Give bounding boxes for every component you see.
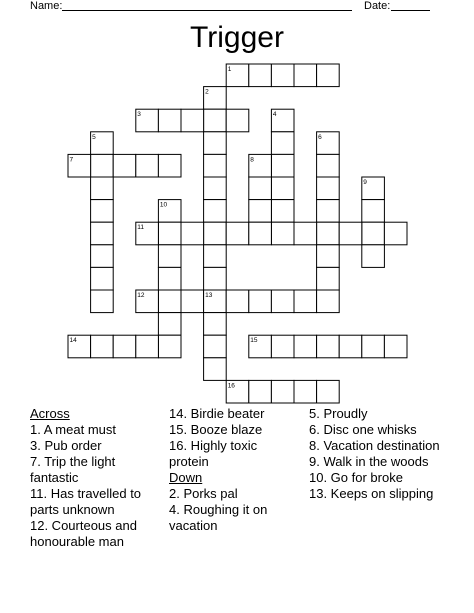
- grid-cell[interactable]: [271, 154, 294, 177]
- grid-cell[interactable]: [339, 222, 362, 245]
- grid-cell[interactable]: [158, 109, 181, 132]
- clue-item: 12. Courteous and honourable man: [30, 518, 137, 549]
- clue-item: 11. Has travelled to parts unknown: [30, 486, 142, 517]
- cell-number: 9: [363, 179, 367, 186]
- grid-cell[interactable]: [271, 132, 294, 155]
- grid-cell[interactable]: [317, 177, 340, 200]
- grid-cell[interactable]: [249, 222, 272, 245]
- grid-cell[interactable]: [204, 358, 227, 381]
- grid-cell[interactable]: [249, 380, 272, 403]
- grid-cell[interactable]: [204, 177, 227, 200]
- grid-cell[interactable]: [271, 200, 294, 223]
- clue-item: 15. Booze blaze: [169, 422, 263, 437]
- grid-cell[interactable]: [204, 200, 227, 223]
- clue-item: 10. Go for broke: [309, 470, 403, 485]
- grid-cell[interactable]: [317, 154, 340, 177]
- grid-cell[interactable]: [294, 64, 317, 87]
- grid-cell[interactable]: [158, 154, 181, 177]
- grid-cell[interactable]: [204, 245, 227, 268]
- clue-item: 4. Roughing it on vacation: [169, 502, 268, 533]
- grid-cell[interactable]: [204, 267, 227, 290]
- grid-cell[interactable]: [294, 222, 317, 245]
- clue-item: 5. Proudly: [309, 406, 368, 421]
- grid-cell[interactable]: [294, 335, 317, 358]
- clues-column-2: [169, 406, 299, 534]
- cell-number: 2: [205, 88, 209, 96]
- across-heading: Across: [30, 406, 70, 421]
- grid-cell[interactable]: [204, 109, 227, 132]
- grid-cell[interactable]: [317, 335, 340, 358]
- cell-number: 13: [205, 292, 213, 299]
- cell-number: 11: [137, 224, 145, 232]
- grid-cell[interactable]: [317, 64, 340, 87]
- grid-cell[interactable]: [204, 222, 227, 245]
- grid-cell[interactable]: [158, 245, 181, 268]
- grid-cell[interactable]: [249, 290, 272, 313]
- grid-cell[interactable]: [294, 380, 317, 403]
- cell-number: 3: [137, 111, 141, 119]
- clue-item: 14. Birdie beater: [169, 406, 265, 421]
- grid-cell[interactable]: [317, 267, 340, 290]
- grid-cell[interactable]: [317, 245, 340, 268]
- grid-cell[interactable]: [91, 267, 114, 290]
- cell-number: 4: [272, 111, 277, 119]
- grid-cell[interactable]: [91, 222, 114, 245]
- grid-cell[interactable]: [91, 335, 114, 358]
- cell-number: 6: [318, 133, 322, 141]
- grid-cell[interactable]: [181, 290, 204, 313]
- grid-cell[interactable]: [91, 154, 114, 177]
- clue-item: 6. Disc one whisks: [309, 422, 417, 437]
- clue-item: 7. Trip the light fantastic: [30, 454, 116, 485]
- grid-cell[interactable]: [294, 290, 317, 313]
- grid-cell[interactable]: [317, 290, 340, 313]
- cell-number: 12: [137, 292, 145, 299]
- grid-cell[interactable]: [226, 290, 249, 313]
- grid-cell[interactable]: [362, 245, 385, 268]
- grid-cell[interactable]: [113, 335, 136, 358]
- cell-number: 8: [250, 156, 254, 164]
- grid-cell[interactable]: [317, 222, 340, 245]
- grid-cell[interactable]: [158, 335, 181, 358]
- grid-cell[interactable]: [136, 335, 159, 358]
- grid-cell[interactable]: [158, 267, 181, 290]
- date-label: Date:: [364, 0, 391, 12]
- clue-item: 2. Porks pal: [169, 486, 238, 501]
- cell-number: 14: [69, 337, 77, 345]
- grid-cell[interactable]: [339, 335, 362, 358]
- grid-cell[interactable]: [91, 177, 114, 200]
- cell-number: 7: [69, 156, 74, 164]
- cell-number: 16: [227, 382, 235, 390]
- grid-cell[interactable]: [317, 380, 340, 403]
- grid-cell[interactable]: [181, 109, 204, 132]
- name-label: Name:: [30, 0, 63, 12]
- cell-number: 5: [92, 133, 96, 141]
- grid-cell[interactable]: [271, 64, 294, 87]
- grid-cell[interactable]: [249, 64, 272, 87]
- grid-cell[interactable]: [362, 200, 385, 223]
- grid-cell[interactable]: [181, 222, 204, 245]
- grid-cell[interactable]: [362, 335, 385, 358]
- clues-column-3: [309, 406, 449, 502]
- grid-cell[interactable]: [204, 154, 227, 177]
- cell-number: 1: [227, 66, 232, 73]
- clue-item: 16. Highly toxic protein: [169, 438, 258, 469]
- grid-cell[interactable]: [271, 335, 294, 358]
- cell-number: 15: [250, 337, 258, 345]
- grid-cell[interactable]: [384, 335, 407, 358]
- clue-item: 1. A meat must: [30, 422, 116, 437]
- grid-cell[interactable]: [271, 222, 294, 245]
- puzzle-title: Trigger: [190, 21, 284, 54]
- grid-cell[interactable]: [249, 177, 272, 200]
- clue-item: 9. Walk in the woods: [309, 454, 429, 469]
- grid-cell[interactable]: [158, 222, 181, 245]
- grid-cell[interactable]: [271, 380, 294, 403]
- grid-cell[interactable]: [204, 132, 227, 155]
- grid-cell[interactable]: [384, 222, 407, 245]
- grid-cell[interactable]: [317, 200, 340, 223]
- clue-item: 13. Keeps on slipping: [309, 486, 434, 501]
- grid-cell[interactable]: [249, 200, 272, 223]
- grid-cell[interactable]: [91, 290, 114, 313]
- cell-number: 10: [159, 201, 168, 209]
- down-heading: Down: [169, 470, 203, 485]
- grid-cell[interactable]: [91, 200, 114, 223]
- grid-cell[interactable]: [204, 335, 227, 358]
- grid-cell[interactable]: [113, 154, 136, 177]
- grid-cell[interactable]: [226, 222, 249, 245]
- grid-cell[interactable]: [136, 154, 159, 177]
- grid-cell[interactable]: [204, 313, 227, 336]
- grid-cell[interactable]: [91, 245, 114, 268]
- grid-cell[interactable]: [226, 109, 249, 132]
- grid-cell[interactable]: [362, 222, 385, 245]
- clue-item: 3. Pub order: [30, 438, 102, 453]
- clues-column-1: [30, 406, 160, 550]
- grid-cell[interactable]: [271, 290, 294, 313]
- grid-cell[interactable]: [271, 177, 294, 200]
- clue-item: 8. Vacation destination: [309, 438, 440, 453]
- grid-cell[interactable]: [158, 290, 181, 313]
- grid-cell[interactable]: [158, 313, 181, 336]
